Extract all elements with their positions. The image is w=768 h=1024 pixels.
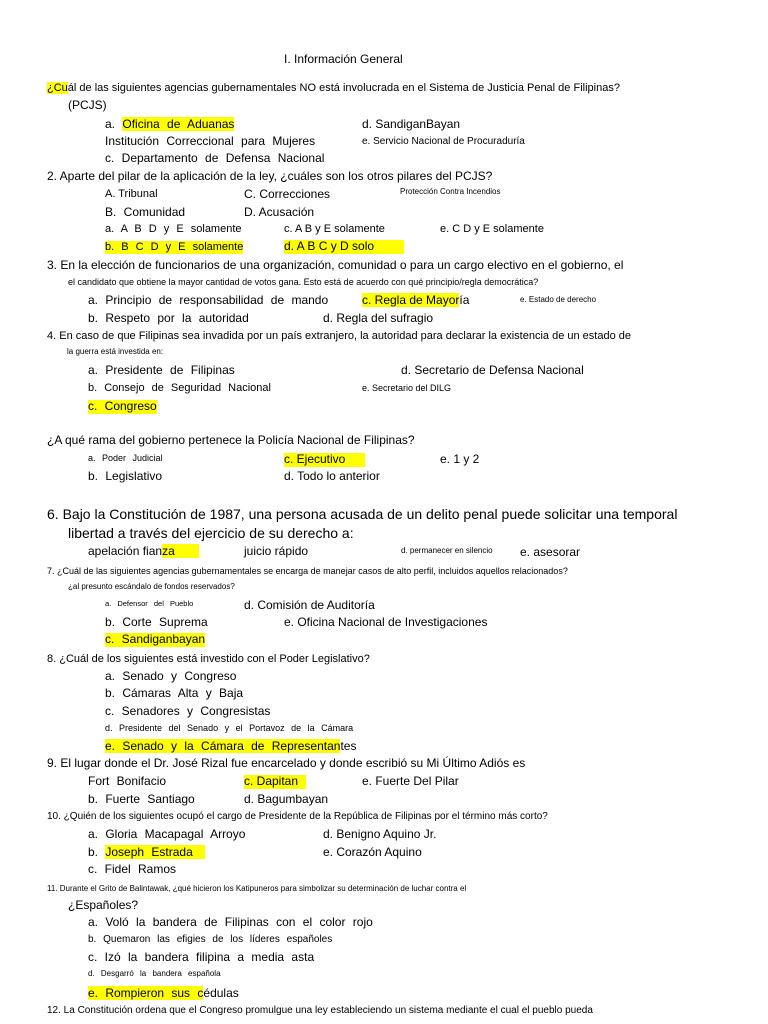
question-2-stem: 2. Aparte del pilar de la aplicación de la ley, ¿cuáles son los otros pilares del PCJS? [47,169,493,183]
question-1-option-a [105,118,234,132]
question-4-cont: la guerra está investida en: [67,347,164,356]
question-2-option-c: c. A B y E solamente [284,223,385,235]
question-7-option-e: e. Oficina Nacional de Investigaciones [284,615,488,629]
question-3-option-d: d. Regla del sufragio [323,311,434,325]
question-3-stem: 3. En la elección de funcionarios de una organización, comunidad o para un cargo electivo en el gobierno, el [47,258,624,272]
question-2-option-B: B. Comunidad [105,205,186,219]
question-1-text: ál de las siguientes agencias gubernamentales NO está involucrada en el Sistema de Justicia Penal de Filipinas? [67,82,620,94]
question-3-option-b: b. Respeto por la autoridad [88,311,249,325]
question-2-option-a: a. A B D y E solamente [105,223,242,235]
question-3-option-c [362,294,469,308]
question-5-option-c: c. Ejecutivo [284,453,365,467]
option-a-plain: apelación fian [88,544,163,558]
question-8-stem: 8. ¿Cuál de los siguientes está investido con el Poder Legislativo? [47,653,370,665]
question-11-option-e [88,987,239,1001]
question-7-cont: ¿al presunto escándalo de fondos reservados? [68,582,235,591]
question-2-option-E: Protección Contra Incendios [400,187,501,196]
option-prefix: b. [88,845,99,859]
question-11-stem: 11. Durante el Grito de Balintawak, ¿qué hicieron los Katipuneros para simbolizar su determinación de luchar contra el [47,884,467,893]
question-2-option-e: e. C D y E solamente [440,223,544,235]
question-8-option-c: c. Senadores y Congresistas [105,704,271,718]
option-a-highlight: za [162,544,199,558]
question-8-option-e [105,740,356,754]
option-b-highlight: Joseph Estrada [105,845,204,859]
option-e-highlight: e. Senado y la Cámara de Representan [105,739,341,753]
question-5-option-b: b. Legislativo [88,469,163,483]
question-1-option-b: Institución Correccional para Mujeres [105,134,316,148]
question-7-stem: 7. ¿Cuál de las siguientes agencias gubernamentales se encarga de manejar casos de alto perfil, incluidos aquellos relacionados? [47,566,568,576]
option-a-highlight: Oficina de Aduanas [122,117,235,131]
question-11-cont: ¿Españoles? [68,898,139,912]
question-11-option-d: d. Desgarró la bandera española [88,969,221,978]
question-9-option-c: c. Dapitan [244,775,306,789]
question-4-option-d: d. Secretario de Defensa Nacional [401,363,584,377]
option-c-highlight: c. Regla de Mayor [362,293,460,307]
question-5-option-e: e. 1 y 2 [440,452,480,466]
question-4-option-c: c. Congreso [88,399,157,413]
question-5-stem: ¿A qué rama del gobierno pertenece la Policía Nacional de Filipinas? [47,433,415,447]
option-e-rest: tes [340,739,357,753]
question-1-option-e: e. Servicio Nacional de Procuraduría [362,136,525,147]
option-e-rest: édulas [203,986,239,1000]
question-10-option-e: e. Corazón Aquino [323,845,422,859]
question-11-option-c: c. Izó la bandera filipina a media asta [88,950,315,964]
question-7-option-a: a. Defensor del Pueblo [105,599,194,608]
question-2-option-d: d. A B C y D solo [284,240,404,254]
question-3-option-e: e. Estado de derecho [520,295,597,304]
option-e-highlight: e. Rompieron sus c [88,986,204,1000]
question-9-option-d: d. Bagumbayan [244,792,329,806]
question-11-option-b: b. Quemaron las efigies de los líderes españoles [88,934,333,945]
question-10-option-d: d. Benigno Aquino Jr. [323,827,437,841]
question-1-lead: ¿Cu [47,82,68,94]
question-12-stem: 12. La Constitución ordena que el Congreso promulgue una ley estableciendo un sistema mediante el cual el pueblo pueda [47,1005,593,1016]
question-10-option-b [88,846,205,860]
question-1-stem [47,82,719,95]
question-5-option-a: a. Poder Judicial [88,453,163,463]
question-6-option-b: juicio rápido [244,544,309,558]
question-2-option-C: C. Correcciones [244,187,331,201]
question-10-stem: 10. ¿Quién de los siguientes ocupó el cargo de Presidente de la República de Filipinas por el término más corto? [47,811,548,822]
question-6-option-a [88,545,199,559]
question-6-stem: 6. Bajo la Constitución de 1987, una persona acusada de un delito penal puede solicitar una temporal [47,506,678,522]
question-2-option-b: b. B C D y E solamente [105,241,244,253]
question-6-option-d: d. permanecer en silencio [401,546,493,555]
question-4-option-e: e. Secretario del DILG [362,383,452,393]
question-6-option-e: e. asesorar [520,545,581,559]
page-title: I. Información General [284,52,403,66]
question-4-option-b: b. Consejo de Seguridad Nacional [88,382,271,394]
question-4-stem: 4. En caso de que Filipinas sea invadida por un país extranjero, la autoridad para declarar la existencia de un estado de [47,330,631,342]
question-10-option-c: c. Fidel Ramos [88,862,177,876]
question-7-option-c: c. Sandiganbayan [105,632,206,646]
question-9-option-b: b. Fuerte Santiago [88,792,195,806]
question-8-option-b: b. Cámaras Alta y Baja [105,686,244,700]
question-3-option-a: a. Principio de responsabilidad de mando [88,293,329,307]
question-10-option-a: a. Gloria Macapagal Arroyo [88,827,246,841]
option-c-rest: ía [459,293,470,307]
question-7-option-d: d. Comisión de Auditoría [244,598,375,612]
question-5-option-d: d. Todo lo anterior [284,469,380,483]
question-6-cont: libertad a través del ejercicio de su derecho a: [68,525,354,541]
question-1-option-c: c. Departamento de Defensa Nacional [105,151,325,165]
question-7-option-b: b. Corte Suprema [105,615,208,629]
question-8-option-d: d. Presidente del Senado y el Portavoz de la Cámara [105,723,354,733]
question-2-option-A: A. Tribunal [105,188,158,200]
question-2-option-D: D. Acusación [244,205,315,219]
question-1-option-d: d. SandiganBayan [362,117,461,131]
question-9-option-a: Fort Bonifacio [88,774,167,788]
question-3-cont: el candidato que obtiene la mayor cantidad de votos gana. Esto está de acuerdo con qué principio/regla democrática? [68,277,539,287]
question-1-cont: (PCJS) [68,98,107,112]
question-8-option-a: a. Senado y Congreso [105,669,237,683]
question-4-option-a: a. Presidente de Filipinas [88,363,235,377]
option-prefix: a. [105,117,116,131]
question-9-option-e: e. Fuerte Del Pilar [362,774,459,788]
question-11-option-a: a. Voló la bandera de Filipinas con el color rojo [88,915,373,929]
question-9-stem: 9. El lugar donde el Dr. José Rizal fue encarcelado y donde escribió su Mi Último Adiós es [47,756,526,770]
